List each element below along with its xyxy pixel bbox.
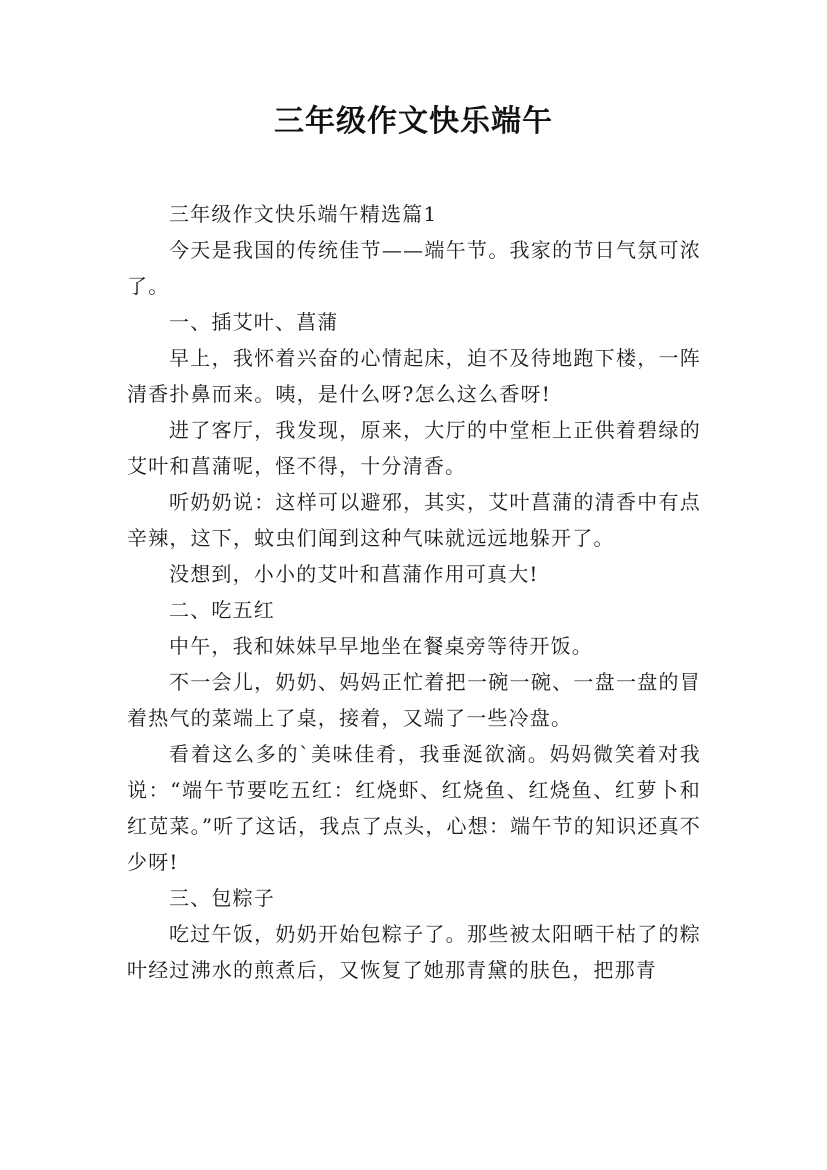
paragraph: 今天是我国的传统佳节——端午节。我家的节日气氛可浓了。 [127, 238, 701, 298]
paragraph-section-heading: 三年级作文快乐端午精选篇1 [169, 202, 438, 226]
paragraph: 听奶奶说：这样可以避邪，其实，艾叶菖蒲的清香中有点辛辣，这下，蚊虫们闻到这种气味就远远地躲开了。 [127, 490, 701, 550]
paragraph-subheading: 二、吃五红 [169, 598, 275, 622]
paragraph: 没想到，小小的艾叶和菖蒲作用可真大! [169, 562, 539, 586]
paragraph: 进了客厅，我发现，原来，大厅的中堂柜上正供着碧绿的艾叶和菖蒲呢，怪不得，十分清香。 [127, 418, 701, 478]
document-title: 三年级作文快乐端午 [274, 104, 553, 139]
paragraph: 早上，我怀着兴奋的心情起床，迫不及待地跑下楼，一阵清香扑鼻而来。咦，是什么呀?怎么这么香呀! [127, 346, 701, 406]
paragraph: 不一会儿，奶奶、妈妈正忙着把一碗一碗、一盘一盘的冒着热气的菜端上了桌，接着，又端了一些冷盘。 [127, 670, 701, 730]
paragraph: 看着这么多的`美味佳肴，我垂涎欲滴。妈妈微笑着对我说：“端午节要吃五红：红烧虾、红烧鱼、红烧鱼、红萝卜和红苋菜。”听了这话，我点了点头，心想：端午节的知识还真不少呀! [127, 742, 701, 874]
document-body [127, 196, 701, 988]
paragraph: 吃过午饭，奶奶开始包粽子了。那些被太阳晒干枯了的粽叶经过沸水的煎煮后，又恢复了她那青黛的肤色，把那青 [127, 922, 701, 982]
paragraph-subheading: 一、插艾叶、菖蒲 [169, 310, 339, 334]
paragraph-subheading: 三、包粽子 [169, 886, 275, 910]
paragraph: 中午，我和妹妹早早地坐在餐桌旁等待开饭。 [169, 634, 593, 658]
